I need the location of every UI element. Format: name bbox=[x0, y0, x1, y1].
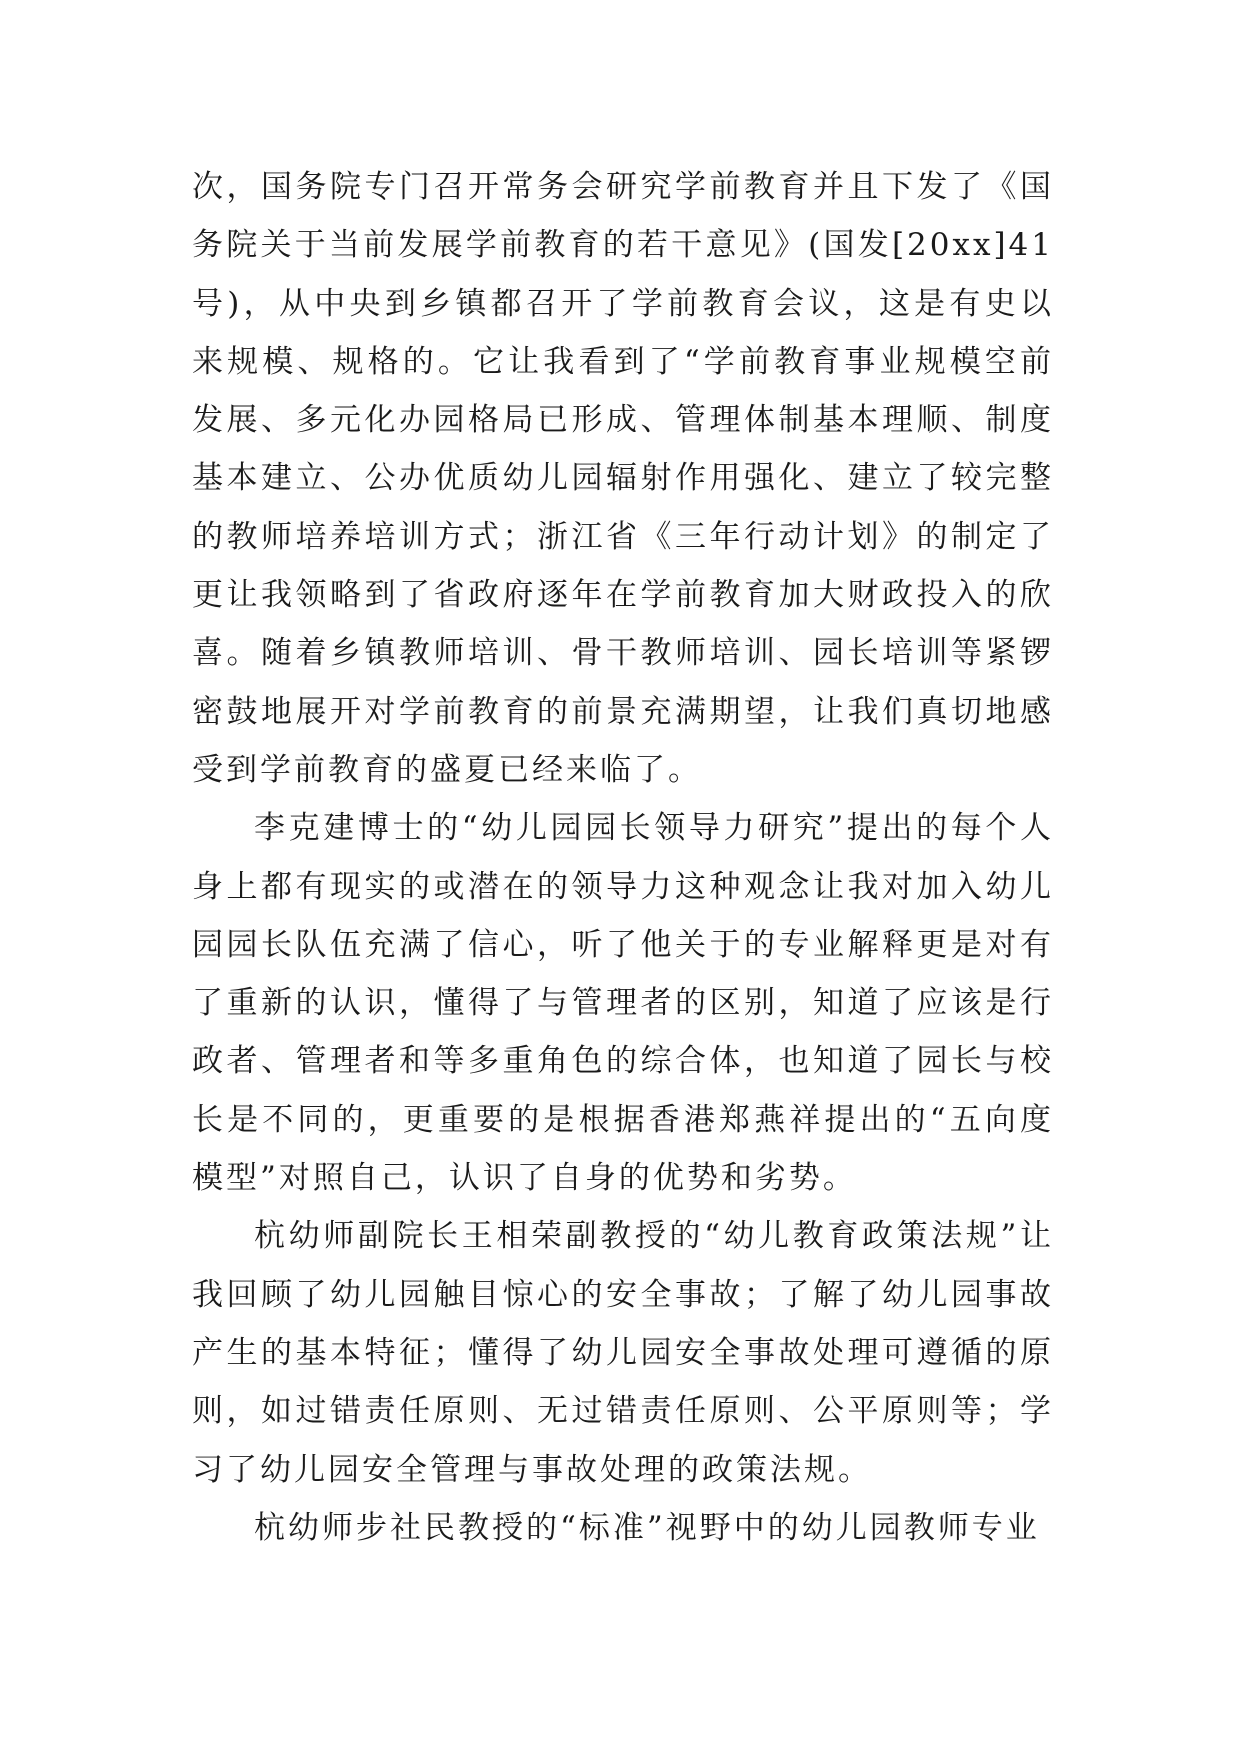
paragraph-2: 李克建博士的“幼儿园园长领导力研究”提出的每个人身上都有现实的或潜在的领导力这种观念让我对加入幼儿园园长队伍充满了信心，听了他关于的专业解释更是对有了重新的认识，懂得了与管理者的区别，知道了应该是行政者、管理者和等多重角色的综合体，也知道了园长与校长是不同的，更重要的是根据香港郑燕祥提出的“五向度模型”对照自己，认识了自身的优势和劣势。 bbox=[192, 810, 1054, 1197]
paragraph-4: 杭幼师步社民教授的“标准”视野中的幼儿园教师专业 bbox=[254, 1509, 1040, 1546]
document-body bbox=[192, 158, 1054, 1557]
paragraph-3: 杭幼师副院长王相荣副教授的“幼儿教育政策法规”让我回顾了幼儿园触目惊心的安全事故；了解了幼儿园事故产生的基本特征；懂得了幼儿园安全事故处理可遵循的原则，如过错责任原则、无过错责任原则、公平原则等；学习了幼儿园安全管理与事故处理的政策法规。 bbox=[192, 1218, 1054, 1488]
paragraph-1: 次，国务院专门召开常务会研究学前教育并且下发了《国务院关于当前发展学前教育的若干意见》(国发[20xx]41号)，从中央到乡镇都召开了学前教育会议，这是有史以来规模、规格的。它让我看到了“学前教育事业规模空前发展、多元化办园格局已形成、管理体制基本理顺、制度基本建立、公办优质幼儿园辐射作用强化、建立了较完整的教师培养培训方式；浙江省《三年行动计划》的制定了更让我领略到了省政府逐年在学前教育加大财政投入的欣喜。随着乡镇教师培训、骨干教师培训、园长培训等紧锣密鼓地展开对学前教育的前景充满期望，让我们真切地感受到学前教育的盛夏已经来临了。 bbox=[192, 169, 1054, 788]
